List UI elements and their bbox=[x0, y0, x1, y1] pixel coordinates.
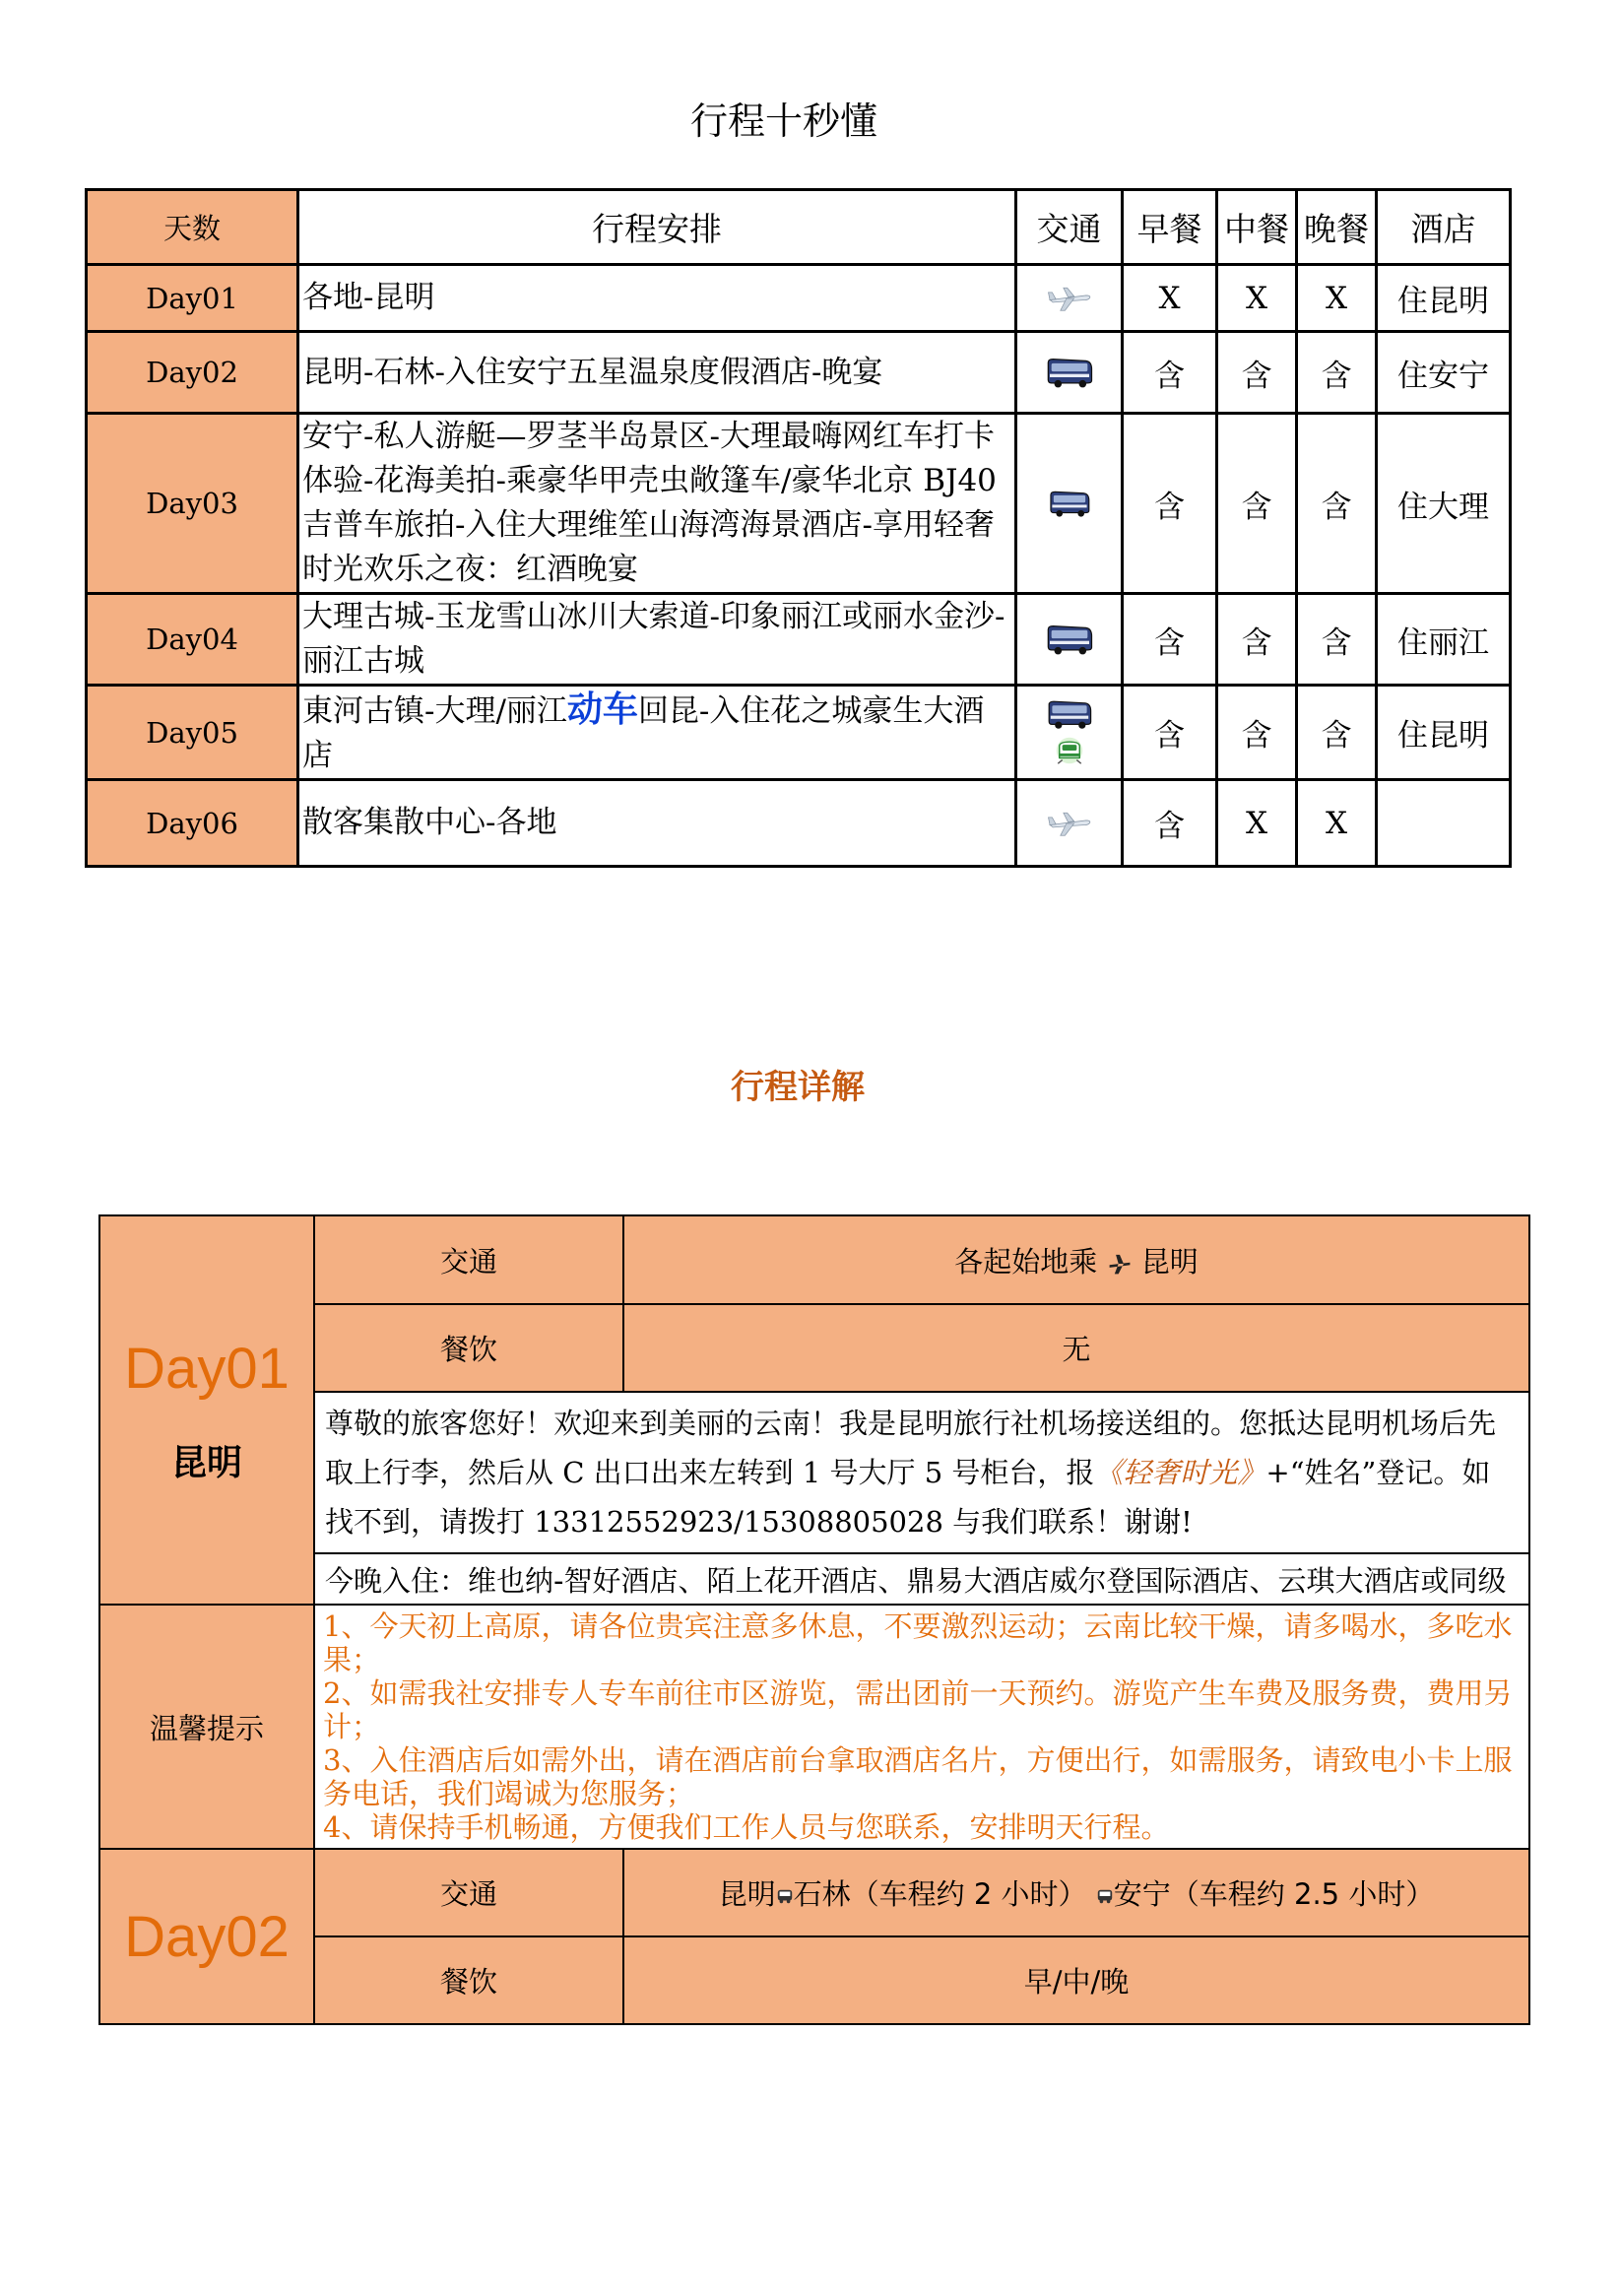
dinner-cell: 含 bbox=[1297, 686, 1377, 780]
transport-label: 交通 bbox=[314, 1215, 623, 1304]
day02-label-cell bbox=[99, 1849, 314, 2024]
transport-cell bbox=[1016, 686, 1123, 780]
day01-transport-value bbox=[623, 1215, 1529, 1304]
route-cell: 昆明-石林-入住安宁五星温泉度假酒店-晚宴 bbox=[298, 332, 1016, 414]
tips-label: 温馨提示 bbox=[99, 1605, 314, 1849]
day01-meals-value: 无 bbox=[623, 1304, 1529, 1392]
page-title: 行程十秒懂 bbox=[689, 99, 877, 143]
hotel-cell bbox=[1377, 780, 1511, 867]
day01-label: Day01 bbox=[124, 1336, 290, 1401]
day01-hotel-row bbox=[99, 1553, 1529, 1605]
route-cell bbox=[298, 686, 1016, 780]
lunch-cell: 含 bbox=[1217, 594, 1297, 686]
day01-city: 昆明 bbox=[170, 1442, 242, 1483]
bus-icon bbox=[1048, 489, 1091, 518]
header-route: 行程安排 bbox=[298, 190, 1016, 265]
header-dinner: 晚餐 bbox=[1297, 190, 1377, 265]
hotel-cell: 住大理 bbox=[1377, 414, 1511, 594]
lunch-cell: 含 bbox=[1217, 686, 1297, 780]
day-cell: Day04 bbox=[87, 594, 298, 686]
tip-item: 2、如需我社安排专人专车前往市区游览，需出团前一天预约。游览产生车费及服务费，费用另计； bbox=[323, 1676, 1513, 1743]
transport-cell bbox=[1016, 594, 1123, 686]
day-cell: Day06 bbox=[87, 780, 298, 867]
hotel-cell: 住昆明 bbox=[1377, 686, 1511, 780]
transport-origin: 各起始地乘 bbox=[954, 1244, 1098, 1279]
plane-icon bbox=[1047, 808, 1092, 839]
transport-origin: 昆明 bbox=[718, 1877, 776, 1911]
lunch-cell: X bbox=[1217, 265, 1297, 332]
itinerary-summary-table bbox=[85, 188, 1512, 868]
table-row bbox=[87, 594, 1511, 686]
dinner-cell: 含 bbox=[1297, 414, 1377, 594]
bus-icon bbox=[1045, 356, 1094, 389]
train-icon bbox=[1048, 734, 1091, 767]
day-cell: Day03 bbox=[87, 414, 298, 594]
plane-icon bbox=[1047, 283, 1092, 314]
day-cell: Day01 bbox=[87, 265, 298, 332]
day01-description-row bbox=[99, 1392, 1529, 1553]
meals-label: 餐饮 bbox=[314, 1304, 623, 1392]
meals-label: 餐饮 bbox=[314, 1936, 623, 2024]
transport-cell bbox=[1016, 414, 1123, 594]
route-text-start: 東河古镇-大理/丽江 bbox=[302, 692, 567, 729]
breakfast-cell: 含 bbox=[1123, 332, 1217, 414]
transport-label: 交通 bbox=[314, 1849, 623, 1936]
day01-transport-row bbox=[99, 1215, 1529, 1304]
transport-cell bbox=[1016, 332, 1123, 414]
breakfast-cell: 含 bbox=[1123, 594, 1217, 686]
tip-item: 1、今天初上高原，请各位贵宾注意多休息，不要激烈运动；云南比较干燥，请多喝水，多吃水果； bbox=[323, 1609, 1513, 1676]
brand-name: 《轻奢时光》 bbox=[1094, 1456, 1266, 1489]
header-transport: 交通 bbox=[1016, 190, 1123, 265]
plane-icon bbox=[1107, 1251, 1133, 1277]
day-cell: Day02 bbox=[87, 332, 298, 414]
breakfast-cell: 含 bbox=[1123, 780, 1217, 867]
day02-meals-row bbox=[99, 1936, 1529, 2024]
day01-description bbox=[314, 1392, 1529, 1553]
day02-label: Day02 bbox=[124, 1904, 290, 1969]
route-cell: 大理古城-玉龙雪山冰川大索道-印象丽江或丽水金沙-丽江古城 bbox=[298, 594, 1016, 686]
header-hotel: 酒店 bbox=[1377, 190, 1511, 265]
transport-destination: 昆明 bbox=[1140, 1244, 1199, 1279]
table-row bbox=[87, 686, 1511, 780]
day-cell: Day05 bbox=[87, 686, 298, 780]
transport-cell bbox=[1016, 265, 1123, 332]
dinner-cell: 含 bbox=[1297, 594, 1377, 686]
transport-stop: 石林（车程约 2 小时） bbox=[793, 1877, 1087, 1911]
bus-icon bbox=[776, 1887, 794, 1905]
route-cell: 散客集散中心-各地 bbox=[298, 780, 1016, 867]
table-row bbox=[87, 332, 1511, 414]
header-lunch: 中餐 bbox=[1217, 190, 1297, 265]
hotel-cell: 住昆明 bbox=[1377, 265, 1511, 332]
bus-icon bbox=[1045, 623, 1094, 656]
dinner-cell: X bbox=[1297, 780, 1377, 867]
bus-icon bbox=[1046, 698, 1093, 730]
day01-hotel: 今晚入住：维也纳-智好酒店、陌上花开酒店、鼎易大酒店威尔登国际酒店、云琪大酒店或同级 bbox=[314, 1553, 1529, 1605]
lunch-cell: 含 bbox=[1217, 414, 1297, 594]
summary-header-row bbox=[87, 190, 1511, 265]
tips-row bbox=[99, 1605, 1529, 1849]
tip-item: 3、入住酒店后如需外出，请在酒店前台拿取酒店名片，方便出行，如需服务，请致电小卡上服务电话，我们竭诚为您服务； bbox=[323, 1743, 1513, 1810]
bus-icon bbox=[1096, 1887, 1114, 1905]
hotel-cell: 住丽江 bbox=[1377, 594, 1511, 686]
transport-cell bbox=[1016, 780, 1123, 867]
itinerary-detail-table bbox=[98, 1214, 1530, 2025]
description-text: 尊敬的旅客您好！欢迎来到美丽的云南！我是昆明旅行社机场接送组的。您抵达昆明机场后先取上行李，然后从 C 出口出来左转到 1 号大厅 5 号柜台，报 bbox=[325, 1407, 1497, 1489]
header-breakfast: 早餐 bbox=[1123, 190, 1217, 265]
route-cell: 安宁-私人游艇—罗茎半岛景区-大理最嗨网红车打卡体验-花海美拍-乘豪华甲壳虫敞篷车/豪华北京 BJ40 吉普车旅拍-入住大理维笙山海湾海景酒店-享用轻奢时光欢乐之夜：红酒晚宴 bbox=[298, 414, 1016, 594]
dinner-cell: 含 bbox=[1297, 332, 1377, 414]
tip-item: 4、请保持手机畅通，方便我们工作人员与您联系，安排明天行程。 bbox=[323, 1810, 1170, 1844]
description-text-contact: +“姓名”登记。如找不到，请拨打 13312552923/15308805028 与我们联系！谢谢! bbox=[325, 1456, 1491, 1539]
route-text-end: 回昆-入住花之城豪生大酒店 bbox=[302, 692, 985, 773]
breakfast-cell: 含 bbox=[1123, 686, 1217, 780]
lunch-cell: X bbox=[1217, 780, 1297, 867]
transport-destination: 安宁（车程约 2.5 小时） bbox=[1113, 1877, 1435, 1911]
lunch-cell: 含 bbox=[1217, 332, 1297, 414]
header-days: 天数 bbox=[87, 190, 298, 265]
dinner-cell: X bbox=[1297, 265, 1377, 332]
tips-content bbox=[314, 1605, 1529, 1849]
day02-meals-value: 早/中/晚 bbox=[623, 1936, 1529, 2024]
high-speed-train-label: 动车 bbox=[566, 689, 638, 730]
route-cell: 各地-昆明 bbox=[298, 265, 1016, 332]
breakfast-cell: 含 bbox=[1123, 414, 1217, 594]
hotel-cell: 住安宁 bbox=[1377, 332, 1511, 414]
day02-transport-value bbox=[623, 1849, 1529, 1936]
day02-transport-row bbox=[99, 1849, 1529, 1936]
table-row bbox=[87, 780, 1511, 867]
breakfast-cell: X bbox=[1123, 265, 1217, 332]
table-row bbox=[87, 414, 1511, 594]
table-row bbox=[87, 265, 1511, 332]
day01-meals-row bbox=[99, 1304, 1529, 1392]
detail-section-title: 行程详解 bbox=[731, 1068, 865, 1107]
day01-label-cell bbox=[99, 1215, 314, 1605]
